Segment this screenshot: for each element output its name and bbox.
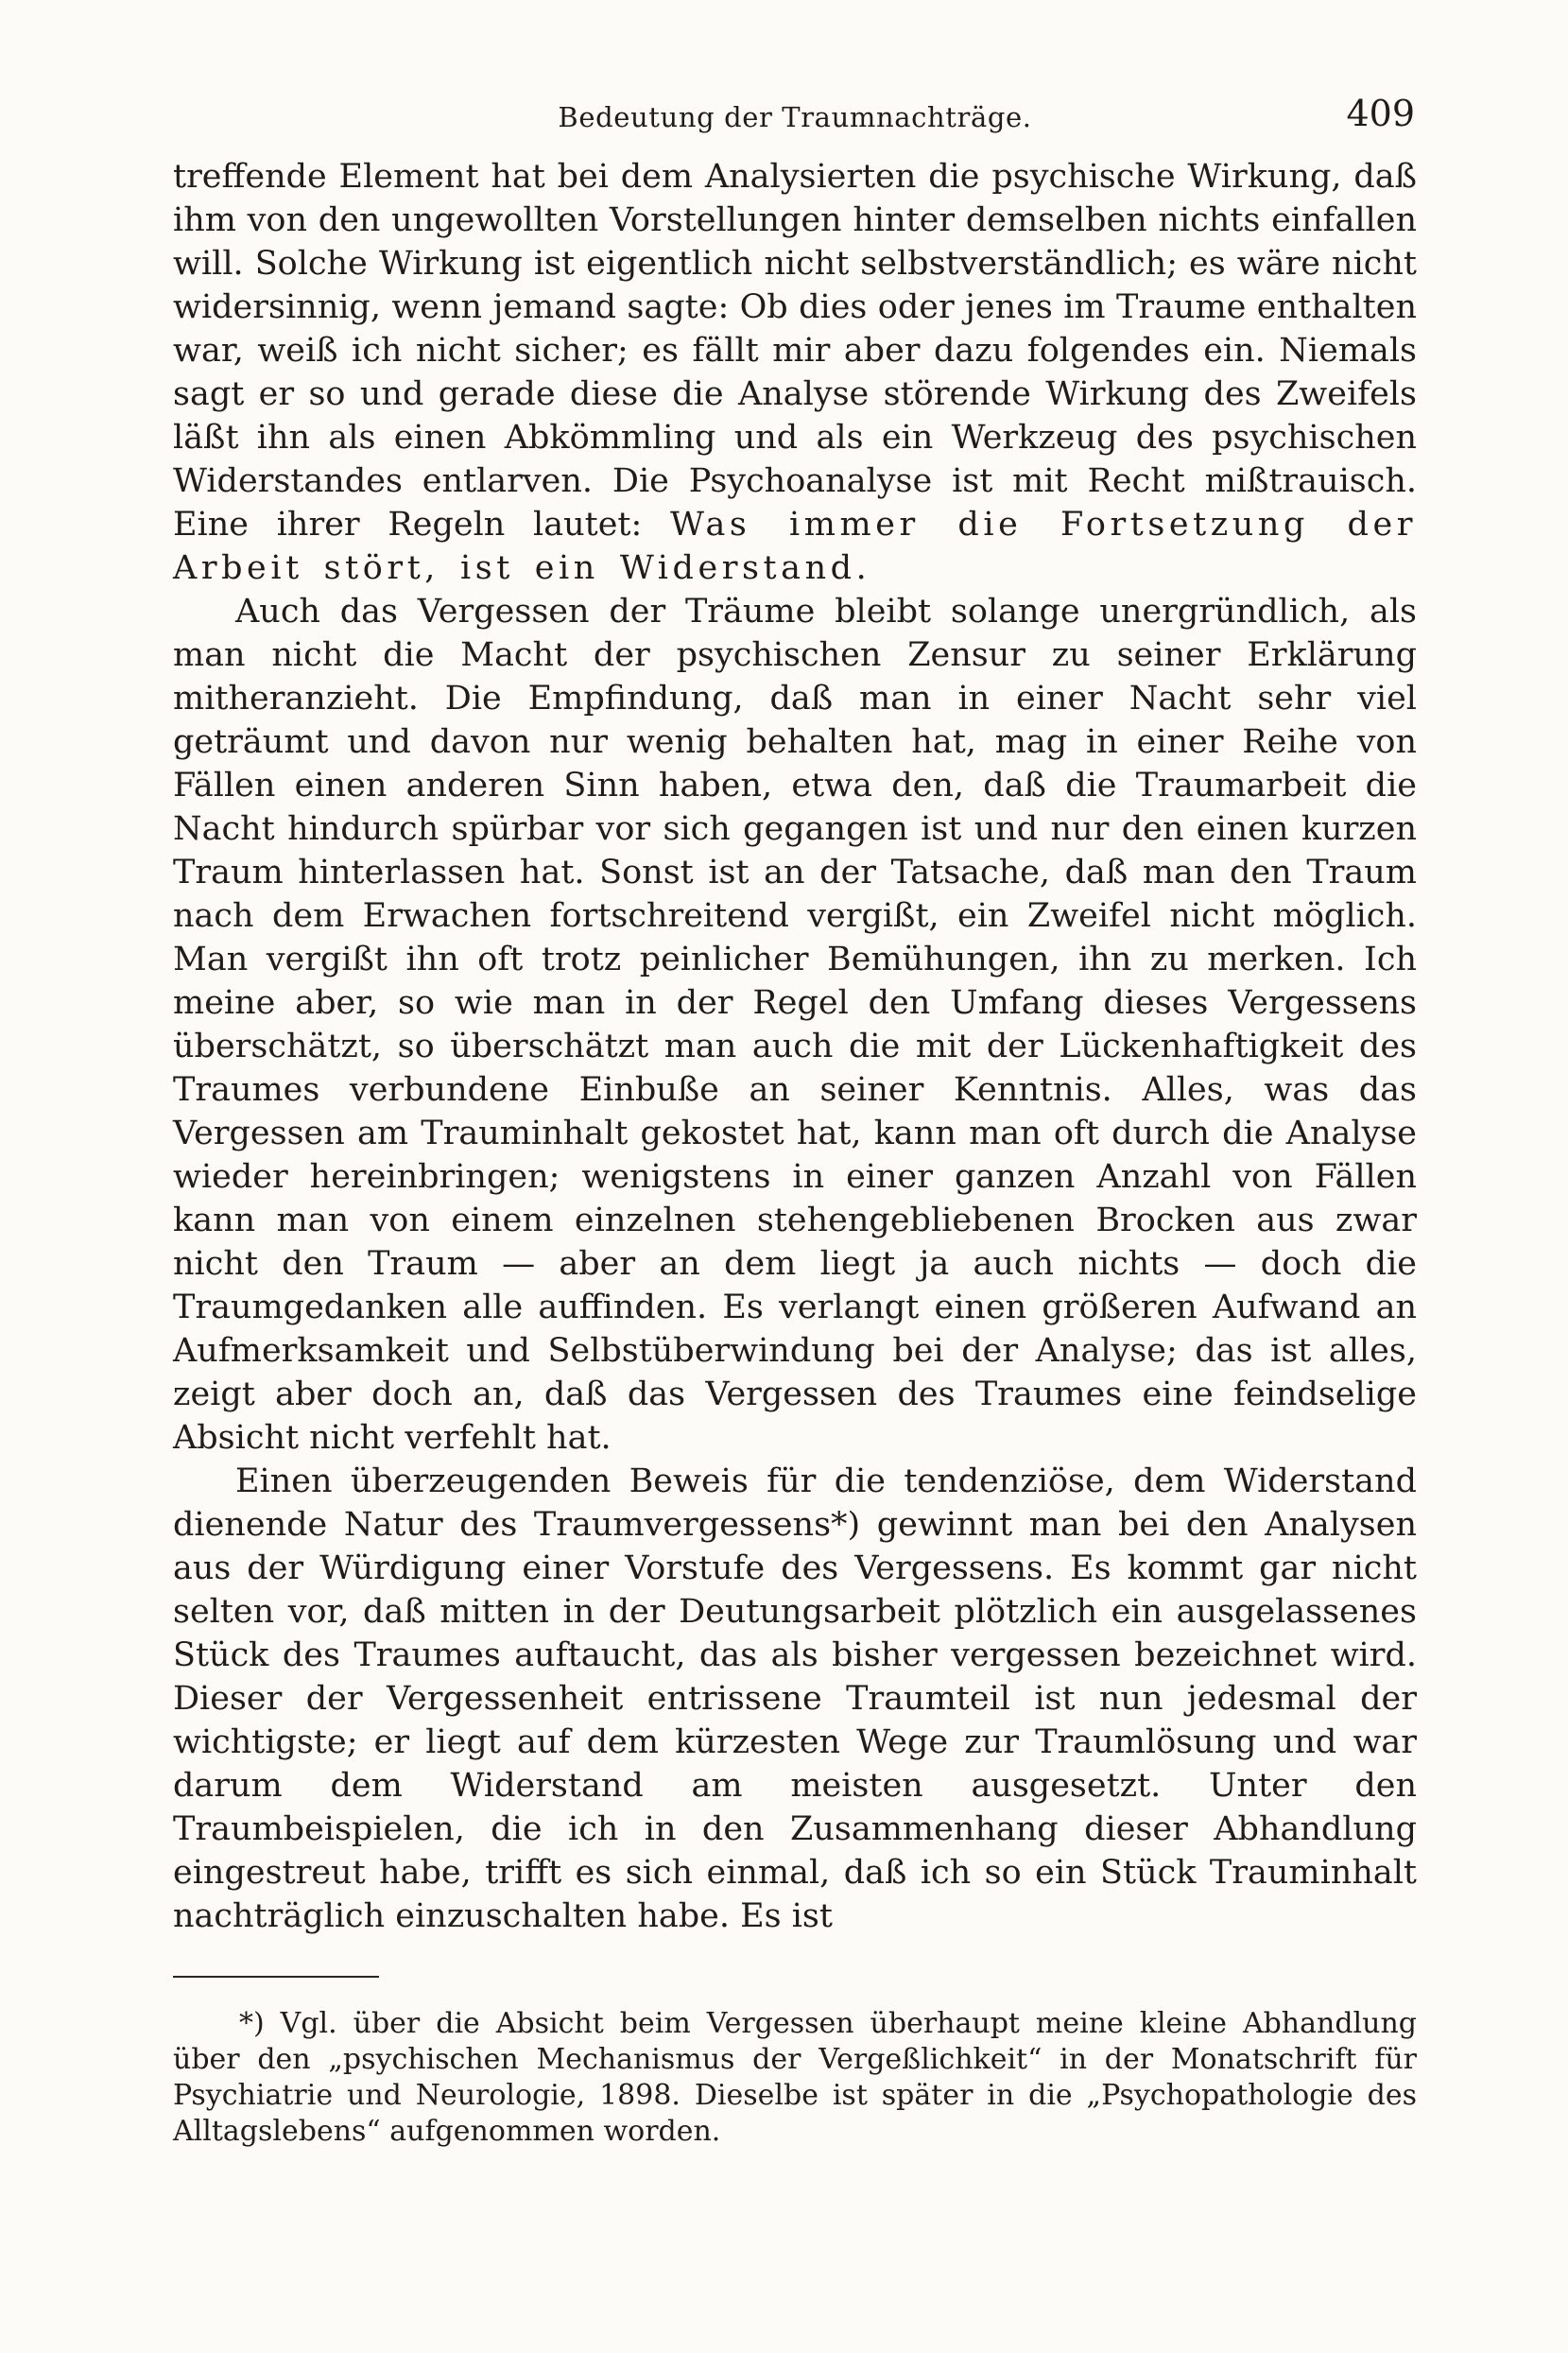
emphasized-sentence: Was immer die Fortsetzung der Arbeit stört, ist ein Widerstand. xyxy=(173,506,1417,587)
footnote-text: *) Vgl. über die Absicht beim Vergessen überhaupt meine kleine Abhandlung über den „psychischen Mechanismus der Vergeßlichkeit“ in der Monatschrift für Psychiatrie und Neurologie, 1898. Dieselbe ist später in die „Psychopathologie des Alltagslebens“ aufgenommen worden. xyxy=(173,2007,1417,2148)
body-paragraph-2: Auch das Vergessen der Träume bleibt solange unergründlich, als man nicht die Macht der psychischen Zensur zu seiner Erklärung mitheranzieht. Die Empfindung, daß man in einer Nacht sehr viel geträumt und davon nur wenig behalten hat, mag in einer Reihe von Fällen einen anderen Sinn haben, etwa den, daß die Traumarbeit die Nacht hindurch spürbar vor sich gegangen ist und nur den einen kurzen Traum hinterlassen hat. Sonst ist an der Tatsache, daß man den Traum nach dem Erwachen fortschreitend vergißt, ein Zweifel nicht möglich. Man vergißt ihn oft trotz peinlicher Bemühungen, ihn zu merken. Ich meine aber, so wie man in der Regel den Umfang dieses Vergessens überschätzt, so überschätzt man auch die mit der Lückenhaftigkeit des Traumes verbundene Einbuße an seiner Kenntnis. Alles, was das Vergessen am Trauminhalt gekostet hat, kann man oft durch die Analyse wieder hereinbringen; wenigstens in einer ganzen Anzahl von Fällen kann man von einem einzelnen stehengebliebenen Brocken aus zwar nicht den Traum — aber an dem liegt ja auch nichts — doch die Traumgedanken alle auffinden. Es verlangt einen größeren Aufwand an Aufmerksamkeit und Selbstüberwindung bei der Analyse; das ist alles, zeigt aber doch an, daß das Vergessen des Traumes eine feindselige Absicht nicht verfehlt hat. xyxy=(173,593,1417,1457)
paragraph-1-text: treffende Element hat bei dem Analysierten die psychische Wirkung, daß ihm von den ungewollten Vorstellungen hinter demselben nichts einfallen will. Solche Wirkung ist eigentlich nicht selbstverständlich; es wäre nicht widersinnig, wenn jemand sagte: Ob dies oder jenes im Traume enthalten war, weiß ich nicht sicher; es fällt mir aber dazu folgendes ein. Niemals sagt er so und gerade diese die Analyse störende Wirkung des Zweifels läßt ihn als einen Abkömmling und als ein Werkzeug des psychischen Widerstandes entlarven. Die Psychoanalyse ist mit Recht mißtrauisch. Eine ihrer Regeln lautet: xyxy=(173,158,1417,544)
footnote xyxy=(173,1976,1417,2150)
footnote-separator-rule xyxy=(173,1976,379,1978)
body-text xyxy=(173,155,1417,1938)
page-content xyxy=(173,93,1417,2150)
page-header xyxy=(173,93,1417,155)
body-paragraph-1 xyxy=(173,155,1417,590)
body-paragraph-3: Einen überzeugenden Beweis für die tendenziöse, dem Widerstand dienende Natur des Traumvergessens*) gewinnt man bei den Analysen aus der Würdigung einer Vorstufe des Vergessens. Es kommt gar nicht selten vor, daß mitten in der Deutungsarbeit plötzlich ein ausgelassenes Stück des Traumes auftaucht, das als bisher vergessen bezeichnet wird. Dieser der Vergessenheit entrissene Traumteil ist nun jedesmal der wichtigste; er liegt auf dem kürzesten Wege zur Traumlösung und war darum dem Widerstand am meisten ausgesetzt. Unter den Traumbeispielen, die ich in den Zusammenhang dieser Abhandlung eingestreut habe, trifft es sich einmal, daß ich so ein Stück Trauminhalt nachträglich einzuschalten habe. Es ist xyxy=(173,1462,1417,1935)
running-title: Bedeutung der Traumnachträge. xyxy=(558,101,1032,133)
page-number: 409 xyxy=(1346,93,1415,134)
